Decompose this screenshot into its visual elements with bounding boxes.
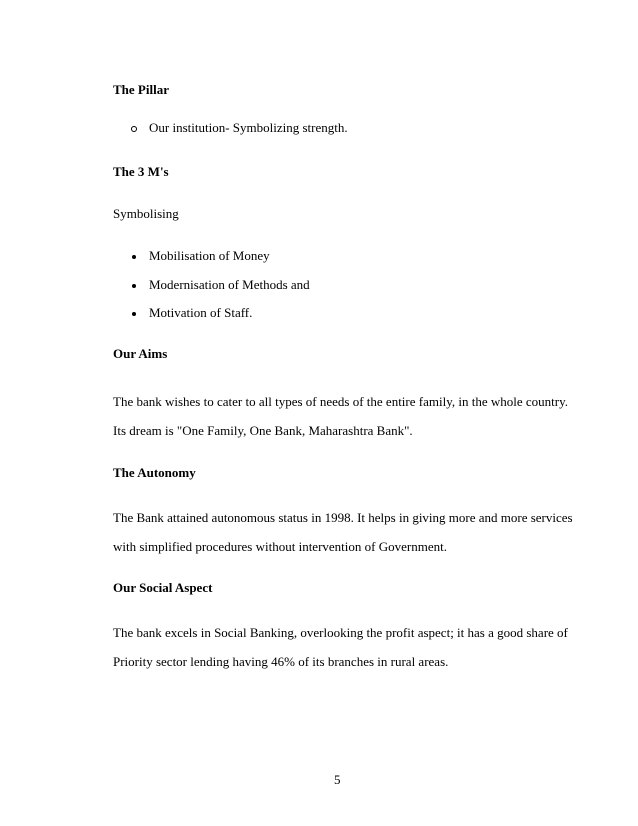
autonomy-paragraph-line-2: with simplified procedures without intervention of Government.	[113, 539, 447, 554]
social-heading: Our Social Aspect	[113, 580, 213, 595]
autonomy-paragraph-line-1: The Bank attained autonomous status in 1998. It helps in giving more and more services	[113, 510, 573, 525]
bullet-icon	[132, 284, 136, 288]
page-number: 5	[334, 772, 341, 787]
aims-paragraph-line-1: The bank wishes to cater to all types of needs of the entire family, in the whole country.	[113, 394, 568, 409]
aims-paragraph-line-2: Its dream is "One Family, One Bank, Maharashtra Bank".	[113, 423, 413, 438]
list-item: Motivation of Staff.	[149, 305, 253, 320]
list-item: Mobilisation of Money	[149, 248, 270, 263]
pillar-heading: The Pillar	[113, 82, 169, 97]
three-ms-intro: Symbolising	[113, 206, 179, 221]
pillar-item: Our institution- Symbolizing strength.	[149, 120, 348, 135]
circle-bullet-icon	[131, 126, 137, 132]
social-paragraph-line-2: Priority sector lending having 46% of its branches in rural areas.	[113, 654, 449, 669]
aims-heading: Our Aims	[113, 346, 168, 361]
list-item: Modernisation of Methods and	[149, 277, 310, 292]
bullet-icon	[132, 312, 136, 316]
three-ms-heading: The 3 M's	[113, 164, 169, 179]
bullet-icon	[132, 255, 136, 259]
autonomy-heading: The Autonomy	[113, 465, 196, 480]
social-paragraph-line-1: The bank excels in Social Banking, overlooking the profit aspect; it has a good share of	[113, 625, 568, 640]
